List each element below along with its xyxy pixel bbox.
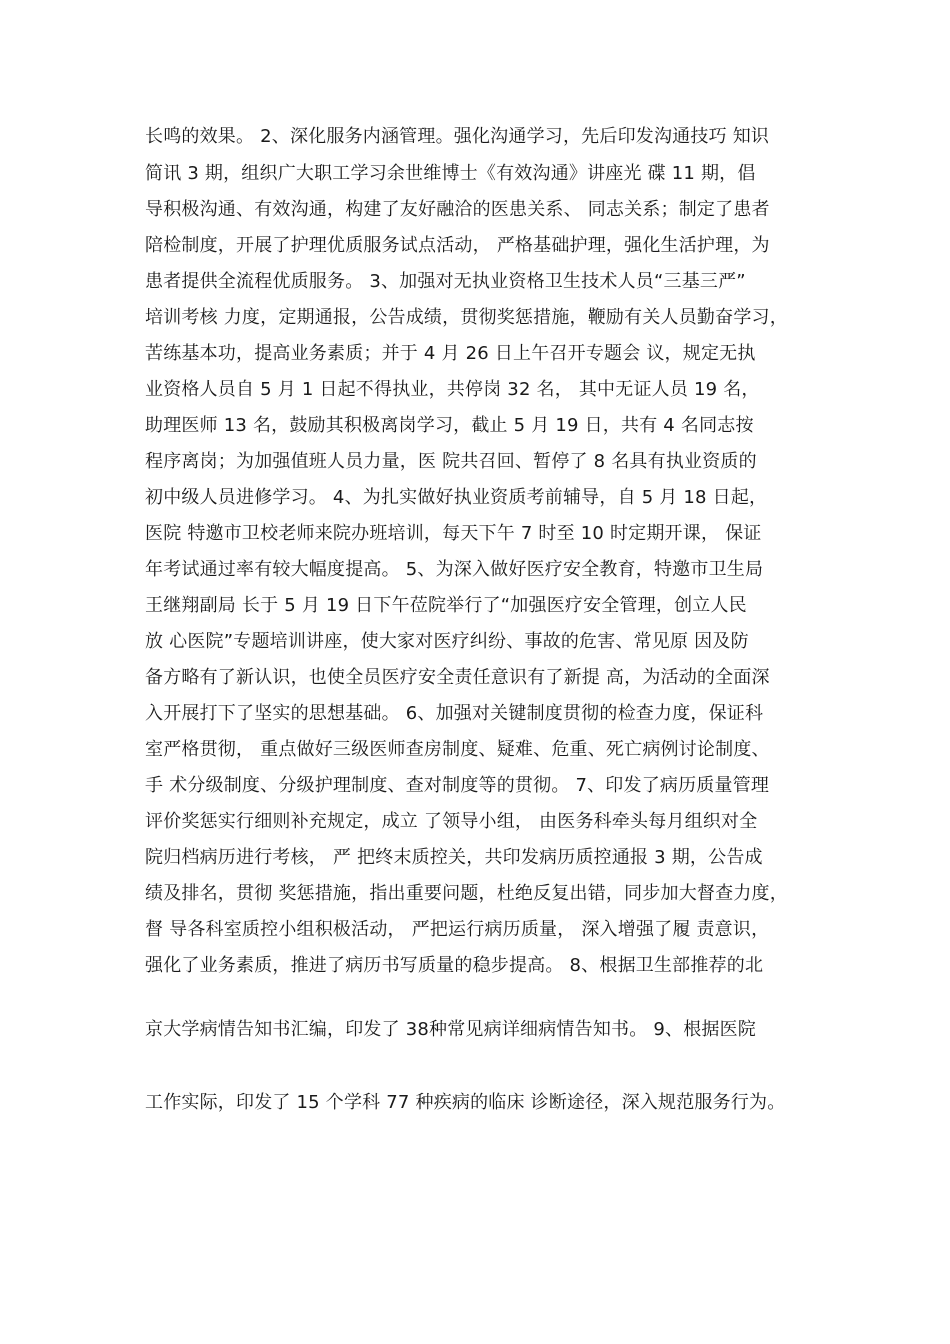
text-line: 放 心医院”专题培训讲座，使大家对医疗纠纷、事故的危害、常见原 因及防 [145, 631, 749, 652]
text-line: 初中级人员进修学习。 4、为扎实做好执业资质考前辅导，自 5 月 18 日起， [145, 487, 768, 508]
text-line: 京大学病情告知书汇编，印发了 38种常见病详细病情告知书。 9、根据医院 [145, 1019, 756, 1040]
text-line: 备方略有了新认识，也使全员医疗安全责任意识有了新提 高，为活动的全面深 [145, 667, 770, 688]
text-line: 患者提供全流程优质服务。 3、加强对无执业资格卫生技术人员“三基三严” [145, 271, 746, 292]
text-line: 苦练基本功，提高业务素质；并于 4 月 26 日上午召开专题会 议，规定无执 [145, 343, 756, 364]
text-line: 陪检制度，开展了护理优质服务试点活动， 严格基础护理，强化生活护理，为 [145, 235, 770, 256]
text-line: 业资格人员自 5 月 1 日起不得执业，共停岗 32 名， 其中无证人员 19 名， [145, 379, 760, 400]
text-line: 强化了业务素质，推进了病历书写质量的稳步提高。 8、根据卫生部推荐的北 [145, 955, 764, 976]
text-line: 程序离岗；为加强值班人员力量，医 院共召回、暂停了 8 名具有执业资质的 [145, 451, 757, 472]
text-line: 年考试通过率有较大幅度提高。 5、为深入做好医疗安全教育，特邀市卫生局 [145, 559, 764, 580]
text-line: 手 术分级制度、分级护理制度、查对制度等的贯彻。 7、印发了病历质量管理 [145, 775, 770, 796]
text-line: 评价奖惩实行细则补充规定，成立 了领导小组， 由医务科牵头每月组织对全 [145, 811, 758, 832]
text-line: 长鸣的效果。 2、深化服务内涵管理。强化沟通学习，先后印发沟通技巧 知识 [145, 126, 770, 147]
text-line: 绩及排名，贯彻 奖惩措施，指出重要问题，杜绝反复出错，同步加大督查力度， [145, 883, 788, 904]
text-line: 导积极沟通、有效沟通，构建了友好融洽的医患关系、 同志关系；制定了患者 [145, 199, 770, 220]
text-line: 督 导各科室质控小组积极活动， 严把运行病历质量， 深入增强了履 责意识， [145, 919, 770, 940]
text-line: 王继翔副局 长于 5 月 19 日下午莅院举行了“加强医疗安全管理，创立人民 [145, 595, 747, 616]
text-line: 室严格贯彻， 重点做好三级医师查房制度、疑难、危重、死亡病例讨论制度、 [145, 739, 770, 760]
text-line: 院归档病历进行考核， 严 把终末质控关，共印发病历质控通报 3 期，公告成 [145, 847, 763, 868]
text-line: 医院 特邀市卫校老师来院办班培训，每天下午 7 时至 10 时定期开课， 保证 [145, 523, 762, 544]
text-line: 简讯 3 期，组织广大职工学习余世维博士《有效沟通》讲座光 碟 11 期，倡 [145, 163, 756, 184]
text-line: 入开展打下了坚实的思想基础。 6、加强对关键制度贯彻的检查力度，保证科 [145, 703, 764, 724]
text-line: 工作实际，印发了 15 个学科 77 种疾病的临床 诊断途径，深入规范服务行为。 [145, 1092, 786, 1113]
text-line: 培训考核 力度，定期通报，公告成绩，贯彻奖惩措施，鞭励有关人员勤奋学习， [145, 307, 788, 328]
text-line: 助理医师 13 名，鼓励其积极离岗学习，截止 5 月 19 日，共有 4 名同志按 [145, 415, 754, 436]
